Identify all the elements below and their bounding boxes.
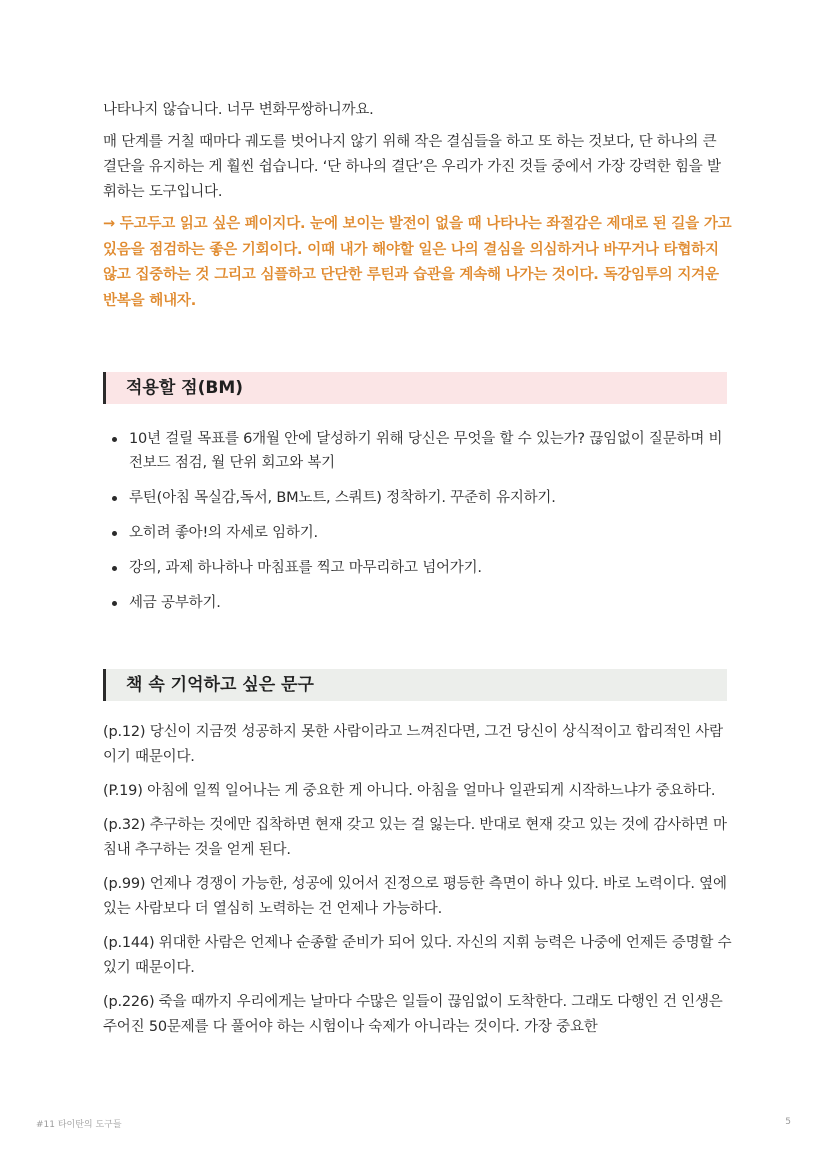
apply-list [103,427,733,626]
intro-section [103,98,733,314]
footer-title: #11 타이탄의 도구들 [36,1120,122,1130]
quote-item: (p.144) 위대한 사람은 언제나 순종할 준비가 되어 있다. 자신의 지휘 능력은 나중에 언제든 증명할 수 있기 때문이다. [103,935,732,976]
list-item: 10년 걸릴 목표를 6개월 안에 달성하기 위해 당신은 무엇을 할 수 있는가? 끊임없이 질문하며 비전보드 점검, 월 단위 회고와 복기 [103,427,733,475]
list-item: 루틴(아침 목실감,독서, BM노트, 스쿼트) 정착하기. 꾸준히 유지하기. [103,486,733,510]
list-item: 강의, 과제 하나하나 마침표를 찍고 마무리하고 넘어가기. [103,556,733,580]
highlight-note: → 두고두고 읽고 싶은 페이지다. 눈에 보이는 발전이 없을 때 나타나는 좌절감은 제대로 된 길을 가고 있음을 점검하는 좋은 기회이다. 이때 내가 해야할 일은 나의 결심을 의심하거나 바꾸거나 타협하지 않고 집중하는 것 그리고 심플하고 단단한 루틴과 습관을 계속해 나가는 것이다. 독강임투의 지겨운 반복을 해내자. [103,216,732,309]
quote-item: (p.99) 언제나 경쟁이 가능한, 성공에 있어서 진정으로 평등한 측면이 하나 있다. 바로 노력이다. 옆에 있는 사람보다 더 열심히 노력하는 건 언제나 가능하다. [103,876,727,917]
quote-item: (P.19) 아침에 일찍 일어나는 게 중요한 게 아니다. 아침을 얼마나 일관되게 시작하느냐가 중요하다. [103,783,716,799]
list-item: 오히려 좋아!의 자세로 임하기. [103,521,733,545]
apply-section-heading: 적용할 점(BM) [103,372,727,404]
quote-item: (p.32) 추구하는 것에만 집착하면 현재 갖고 있는 걸 잃는다. 반대로 현재 갖고 있는 것에 감사하면 마침내 추구하는 것을 얻게 된다. [103,817,727,858]
intro-paragraph-2: 매 단계를 거칠 때마다 궤도를 벗어나지 않기 위해 작은 결심들을 하고 또 하는 것보다, 단 하나의 큰 결단을 유지하는 게 훨씬 쉽습니다. ‘단 하나의 결단’은 우리가 가진 것들 중에서 가장 강력한 힘을 발휘하는 도구입니다. [103,134,721,200]
quote-item: (p.226) 죽을 때까지 우리에게는 날마다 수많은 일들이 끊임없이 도착한다. 그래도 다행인 건 인생은 주어진 50문제를 다 풀어야 하는 시험이나 숙제가 아니라는 것이다. 가장 중요한 [103,994,723,1035]
intro-paragraph-1: 나타나지 않습니다. 너무 변화무쌍하니까요. [103,102,374,118]
quotes-section-heading: 책 속 기억하고 싶은 문구 [103,669,727,701]
quote-item: (p.12) 당신이 지금껏 성공하지 못한 사람이라고 느껴진다면, 그건 당신이 상식적이고 합리적인 사람이기 때문이다. [103,724,723,765]
page-number: 5 [785,1117,791,1127]
quotes-list [103,720,733,1049]
list-item: 세금 공부하기. [103,591,733,615]
